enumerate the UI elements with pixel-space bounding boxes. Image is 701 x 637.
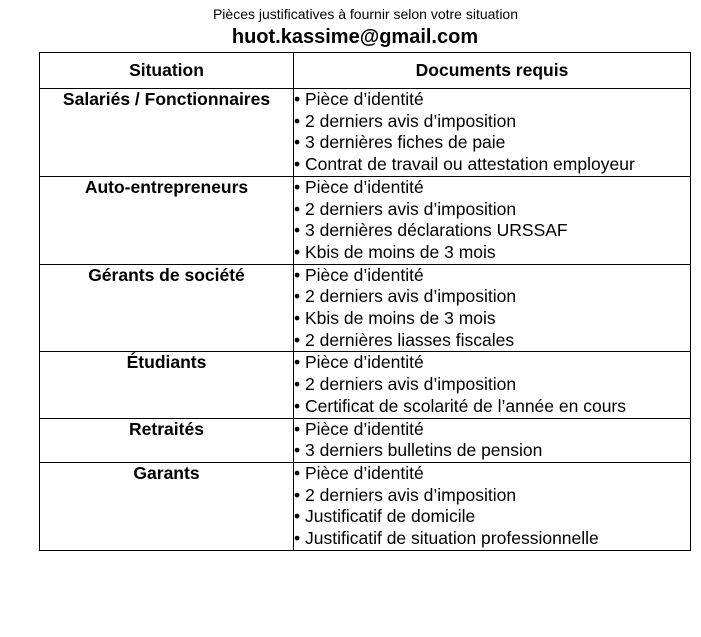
document-item: • 2 derniers avis d’imposition: [294, 199, 690, 221]
table-header-row: [40, 53, 691, 89]
document-item: • Pièce d’identité: [294, 177, 690, 199]
document-item: • Pièce d’identité: [294, 419, 690, 441]
document-list: [294, 89, 690, 176]
page-subtitle: Pièces justificatives à fournir selon votre situation: [212, 6, 519, 22]
table-row: [40, 176, 691, 264]
table-row: [40, 418, 691, 462]
document-list: [294, 352, 690, 417]
documents-cell: [294, 352, 691, 418]
table-row: [40, 352, 691, 418]
document-item: • 2 derniers avis d’imposition: [294, 286, 690, 308]
document-item: • Justificatif de domicile: [294, 506, 690, 528]
documents-table: [39, 52, 691, 551]
document-item: • 3 dernières déclarations URSSAF: [294, 220, 690, 242]
situation-cell: Salariés / Fonctionnaires: [40, 89, 294, 177]
documents-cell: [294, 89, 691, 177]
document-item: • Pièce d’identité: [294, 463, 690, 485]
contact-email: huot.kassime@gmail.com: [231, 26, 479, 48]
document-list: [294, 177, 690, 264]
document-list: [294, 265, 690, 352]
table-row: [40, 89, 691, 177]
documents-cell: [294, 462, 691, 550]
document-item: • 2 dernières liasses fiscales: [294, 330, 690, 352]
document-item: • Certificat de scolarité de l’année en cours: [294, 396, 690, 418]
document-item: • 3 derniers bulletins de pension: [294, 440, 690, 462]
documents-cell: [294, 264, 691, 352]
situation-cell: Retraités: [40, 418, 294, 462]
document-list: [294, 463, 690, 550]
column-header-documents: Documents requis: [294, 53, 691, 89]
document-item: • Contrat de travail ou attestation employeur: [294, 154, 690, 176]
document-item: • 2 derniers avis d’imposition: [294, 485, 690, 507]
situation-cell: Auto-entrepreneurs: [40, 176, 294, 264]
document-item: • 2 derniers avis d’imposition: [294, 374, 690, 396]
document-item: • 3 dernières fiches de paie: [294, 132, 690, 154]
document-item: • 2 derniers avis d’imposition: [294, 111, 690, 133]
document-item: • Pièce d’identité: [294, 265, 690, 287]
situation-cell: Garants: [40, 462, 294, 550]
document-item: • Pièce d’identité: [294, 352, 690, 374]
table-row: [40, 462, 691, 550]
situation-cell: Étudiants: [40, 352, 294, 418]
column-header-situation: Situation: [40, 53, 294, 89]
document-item: • Kbis de moins de 3 mois: [294, 242, 690, 264]
document-item: • Kbis de moins de 3 mois: [294, 308, 690, 330]
documents-cell: [294, 176, 691, 264]
situation-cell: Gérants de société: [40, 264, 294, 352]
document-item: • Justificatif de situation professionnelle: [294, 528, 690, 550]
document-list: [294, 419, 690, 462]
documents-cell: [294, 418, 691, 462]
table-row: [40, 264, 691, 352]
document-item: • Pièce d’identité: [294, 89, 690, 111]
